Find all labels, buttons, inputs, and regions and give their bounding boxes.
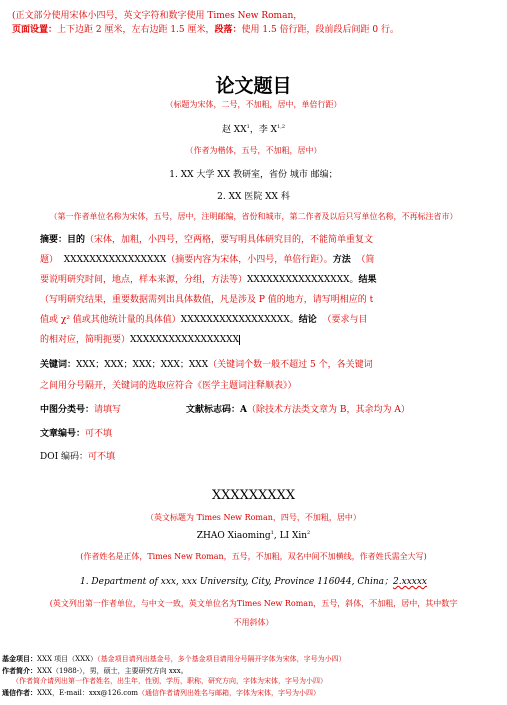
aim-label: 目的 — [67, 235, 86, 245]
correspondence-value: XXX，E-mail：xxx@126.com — [37, 689, 139, 697]
author-format-note: （作者为楷体，五号，不加粗，居中） — [185, 146, 322, 155]
keywords-values: XXX；XXX；XXX；XXX；XXX — [76, 360, 209, 370]
classification-line — [40, 404, 470, 417]
result-placeholder: XXXXXXXXXXXXXXXXX。 — [180, 315, 299, 325]
format-note-line2 — [12, 22, 399, 35]
result-note-cont: 值或 χ² 值或其他统计量的具体值） — [40, 315, 181, 325]
affiliation-2: 2. XX 医院 XX 科 — [217, 192, 290, 202]
keywords-note: （关键词个数一般不超过 5 个，各关键词 — [208, 360, 373, 370]
english-affiliation-1: 1. Department of xxx, xxx University, City, Province 116044, China； — [79, 577, 394, 587]
author-2: ，李 X — [249, 125, 278, 135]
author-line — [0, 122, 507, 135]
fund-label: 基金项目： — [2, 654, 37, 663]
english-affiliation-note-1: (英文列出第一作者单位，与中文一致，英文单位名为Times New Roman，五号，斜体，不加粗，居中，其中数字 — [49, 599, 458, 608]
result-label: 结果 — [358, 275, 377, 285]
keywords-line-1 — [40, 359, 470, 372]
abstract-line-2 — [40, 254, 470, 267]
english-title: XXXXXXXXX — [211, 488, 296, 503]
text-cursor — [239, 335, 240, 345]
conclusion-note: （要求与目 — [322, 315, 368, 325]
article-number-value: 可不填 — [85, 429, 113, 439]
keywords-note-cont: 之间用分号隔开，关键词的选取应符合《医学主题词注释顺表》） — [40, 381, 297, 391]
fund-note: （基金项目请列出基金号，多个基金项目请用分号隔开字体为宋体，字号为小四） — [97, 655, 346, 663]
clc-label: 中图分类号： — [40, 405, 95, 415]
author-1: 赵 XX — [221, 125, 247, 135]
author-bio-line — [2, 666, 188, 676]
page-setup-text: 上下边距 2 厘米，左右边距 1.5 厘米， — [57, 25, 215, 35]
fund-line — [2, 654, 346, 664]
correspondence-label: 通信作者： — [2, 688, 37, 697]
paper-title: 论文题目 — [215, 75, 292, 97]
paragraph-text: 使用 1.5 倍行距，段前段后间距 0 行。 — [241, 25, 399, 35]
method-note: （简 — [356, 255, 375, 265]
doc-code-value: A — [240, 405, 247, 415]
english-author-1: ZHAO Xiaoming — [196, 531, 271, 541]
result-note: （写明研究结果，重要数据需列出具体数值，凡是涉及 P 值的地方，请写明相应的 t — [40, 295, 374, 305]
author-bio-label: 作者简介： — [2, 666, 37, 675]
doc-code-note: （除技术方法类文章为 B，其余均为 A） — [247, 405, 410, 415]
abstract-label: 摘要： — [40, 235, 68, 245]
affiliation-format-note: （第一作者单位名称为宋体，五号，居中，注明邮编，省份和城市，第二作者及以后只写单位名称，不再标注省市） — [49, 212, 458, 221]
author-bio-value: XXX（1988-），男，硕士，主要研究方向 xxx。 — [37, 667, 188, 675]
clc-value: 请填写 — [94, 405, 122, 415]
doi-line — [40, 451, 470, 464]
article-number-line — [40, 428, 470, 441]
english-title-note: （英文标题为 Times New Roman，四号，不加粗，居中） — [146, 513, 361, 522]
english-author-line — [0, 530, 507, 541]
conclusion-placeholder: XXXXXXXXXXXXXXXXX — [130, 335, 239, 345]
english-affiliation-2: 2.xxxxx — [393, 577, 428, 587]
conclusion-note-cont: 的相对应，简明扼要） — [40, 335, 131, 345]
english-affiliation-note-2: 不用斜体） — [233, 618, 274, 627]
affiliation-1: 1. XX 大学 XX 教研室，省份 城市 邮编； — [169, 170, 338, 180]
conclusion-label: 结论 — [298, 315, 317, 325]
keywords-label: 关键词： — [40, 360, 77, 370]
doi-value: 可不填 — [88, 452, 116, 462]
aim-note-cont: 题） — [40, 255, 59, 265]
aim-note: （宋体，加粗，小四号，空两格，要写明具体研究目的，不能简单重复文 — [85, 235, 374, 245]
english-affiliation — [0, 574, 507, 587]
abstract-font-note: （摘要内容为宋体，小四号，单倍行距）。 — [166, 255, 333, 265]
method-label: 方法 — [332, 255, 351, 265]
title-format-note: （标题为宋体，二号，不加粗，居中，单倍行距） — [165, 100, 342, 109]
correspondence-note: （通信作者请列出姓名与邮箱，字体为宋体，字号为小四） — [138, 689, 321, 697]
english-author-note: (作者姓名是正体，Times New Roman，五号，不加粗，双名中间不加横线，作者姓氏需全大写) — [80, 552, 427, 561]
keywords-line-2 — [40, 380, 470, 393]
correspondence-line — [2, 688, 320, 698]
abstract-line-1 — [40, 234, 470, 247]
aim-placeholder: XXXXXXXXXXXXXXXX — [63, 255, 167, 265]
doc-code-label: 文献标志码： — [186, 405, 241, 415]
page-setup-label: 页面设置： — [12, 25, 58, 35]
english-author-1-affil: 1 — [270, 530, 274, 536]
author-2-affil: 1,2 — [277, 124, 286, 130]
doi-label: DOI 编码： — [40, 452, 89, 462]
format-note-line1: (正文部分使用宋体小四号，英文字符和数字使用 Times New Roman， — [12, 11, 303, 21]
fund-value: XXX 项目（XXX） — [37, 655, 98, 663]
paragraph-label: 段落： — [214, 25, 242, 35]
abstract-line-6 — [40, 334, 470, 347]
method-placeholder: XXXXXXXXXXXXXXXX。 — [247, 275, 359, 285]
english-author-2-affil: 2 — [307, 530, 311, 536]
author-bio-note: （作者简介请列出第一作者姓名，出生年，性别，学历，职称，研究方向，字体为宋体，字号为小四） — [12, 677, 327, 685]
abstract-line-3 — [40, 274, 470, 287]
author-1-affil: 1 — [246, 124, 250, 130]
article-number-label: 文章编号： — [40, 429, 86, 439]
english-author-2: , LI Xin — [273, 531, 308, 541]
abstract-line-5 — [40, 314, 470, 327]
abstract-line-4 — [40, 294, 470, 307]
method-note-cont: 要说明研究时间，地点，样本来源，分组，方法等） — [40, 275, 248, 285]
